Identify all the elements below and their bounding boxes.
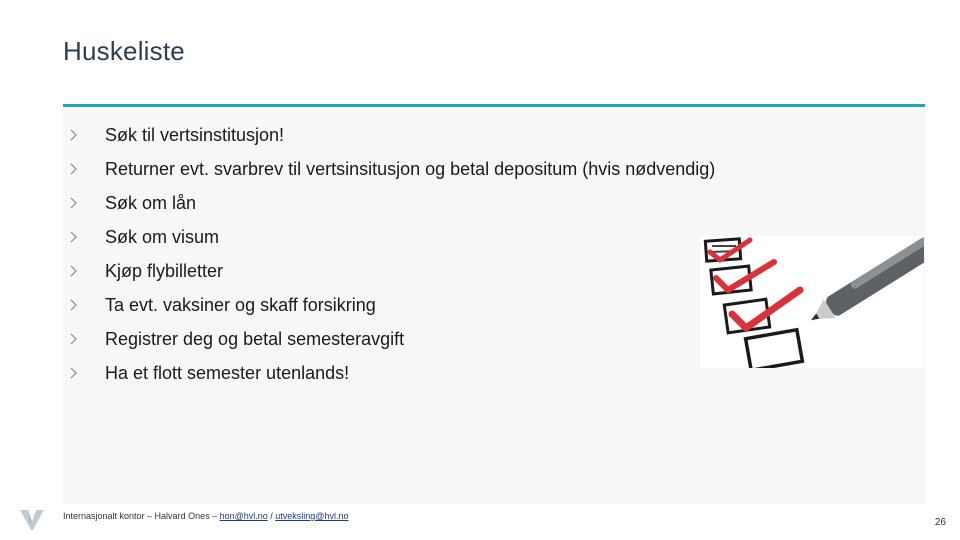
bullet-text: Søk om lån (105, 192, 197, 213)
bullet-item (63, 220, 715, 254)
chevron-right-icon (63, 265, 105, 277)
bullet-item (63, 152, 715, 186)
chevron-right-icon (63, 299, 105, 311)
page-number: 26 (934, 517, 946, 528)
slide-title: Huskeliste (63, 36, 185, 66)
bullet-text: Returner evt. svarbrev til vertsinsitusjon og betal depositum (hvis nødvendig) (105, 158, 716, 179)
email-link-hon[interactable]: hon@hvl.no (219, 511, 268, 521)
bullet-list (63, 118, 715, 390)
bullet-item (63, 186, 715, 220)
hvl-logo (20, 510, 44, 530)
bullet-text: Ha et flott semester utenlands! (105, 362, 350, 383)
chevron-right-icon (63, 129, 105, 141)
chevron-right-icon (63, 367, 105, 379)
email-link-utveksling[interactable]: utveksling@hvl.no (275, 511, 349, 521)
bullet-item (63, 118, 715, 152)
bullet-text: Ta evt. vaksiner og skaff forsikring (105, 294, 376, 315)
bullet-text: Kjøp flybilletter (105, 260, 224, 281)
footer-contact (63, 511, 348, 521)
bullet-item (63, 356, 715, 390)
footer-separator: / (267, 511, 276, 521)
bullet-text: Registrer deg og betal semesteravgift (105, 328, 405, 349)
chevron-right-icon (63, 197, 105, 209)
bullet-item (63, 288, 715, 322)
chevron-right-icon (63, 333, 105, 345)
bullet-item (63, 254, 715, 288)
chevron-right-icon (63, 163, 105, 175)
bullet-item (63, 322, 715, 356)
chevron-right-icon (63, 231, 105, 243)
footer-prefix: Internasjonalt kontor – Halvard Ones – (63, 511, 220, 521)
bullet-text: Søk om visum (105, 226, 220, 247)
checklist-pen-image (700, 236, 924, 368)
bullet-text: Søk til vertsinstitusjon! (105, 124, 285, 145)
